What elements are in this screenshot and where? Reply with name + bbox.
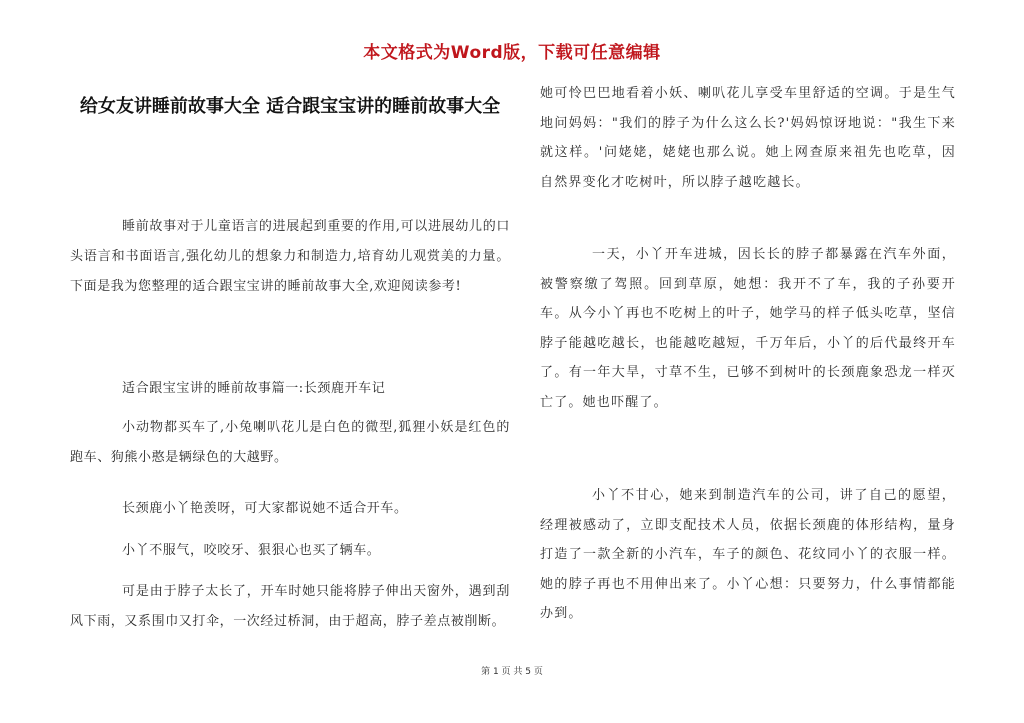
document-title: 给女友讲睡前故事大全 适合跟宝宝讲的睡前故事大全 — [79, 96, 501, 117]
story-paragraph: 小丫不甘心，她来到制造汽车的公司，讲了自己的愿望，经理被感动了，立即支配技术人员，依据长颈鹿的体形结构，量身打造了一款全新的小汽车，车子的颜色、花纹同小丫的衣服一样。她的脖子再也不用伸出来了。小丫心想：只要努力，什么事情都能办到。 — [540, 488, 956, 621]
story-paragraph: 小动物都买车了,小兔喇叭花儿是白色的微型,狐狸小妖是红色的跑车、狗熊小憨是辆绿色的大越野。 — [70, 420, 510, 465]
story-paragraph: 她可怜巴巴地看着小妖、喇叭花儿享受车里舒适的空调。于是生气地问妈妈："我们的脖子为什么这么长?'妈妈惊讶地说："我生下来就这样。'问姥姥，姥姥也那么说。她上网查原来祖先也吃草，因自然界变化才吃树叶，所以脖子越吃越长。 — [540, 86, 956, 190]
story-paragraph: 一天，小丫开车进城，因长长的脖子都暴露在汽车外面，被警察缴了驾照。回到草原，她想：我开不了车，我的子孙要开车。从今小丫再也不吃树上的叶子，她学马的样子低头吃草，坚信脖子能越吃越长，也能越吃越短，千万年后，小丫的后代最终开车了。有一年大旱，寸草不生，已够不到树叶的长颈鹿象恐龙一样灭亡了。她也吓醒了。 — [540, 247, 956, 410]
intro-paragraph: 睡前故事对于儿童语言的进展起到重要的作用,可以进展幼儿的口头语言和书面语言,强化幼儿的想象力和制造力,培育幼儿观赏美的力量。下面是我为您整理的适合跟宝宝讲的睡前故事大全,欢迎阅读参考! — [70, 219, 510, 294]
story-paragraph: 可是由于脖子太长了，开车时她只能将脖子伸出天窗外，遇到刮风下雨，又系围巾又打伞，一次经过桥洞，由于超高，脖子差点被削断。 — [70, 584, 510, 629]
download-banner: 本文格式为Word版，下载可任意编辑 — [363, 43, 661, 63]
story-paragraph: 长颈鹿小丫艳羡呀，可大家都说她不适合开车。 — [122, 501, 408, 516]
story-paragraph: 小丫不服气，咬咬牙、狠狠心也买了辆车。 — [122, 543, 381, 558]
story-heading: 适合跟宝宝讲的睡前故事篇一:长颈鹿开车记 — [122, 381, 386, 396]
page-number: 第 1 页 共 5 页 — [481, 667, 543, 677]
